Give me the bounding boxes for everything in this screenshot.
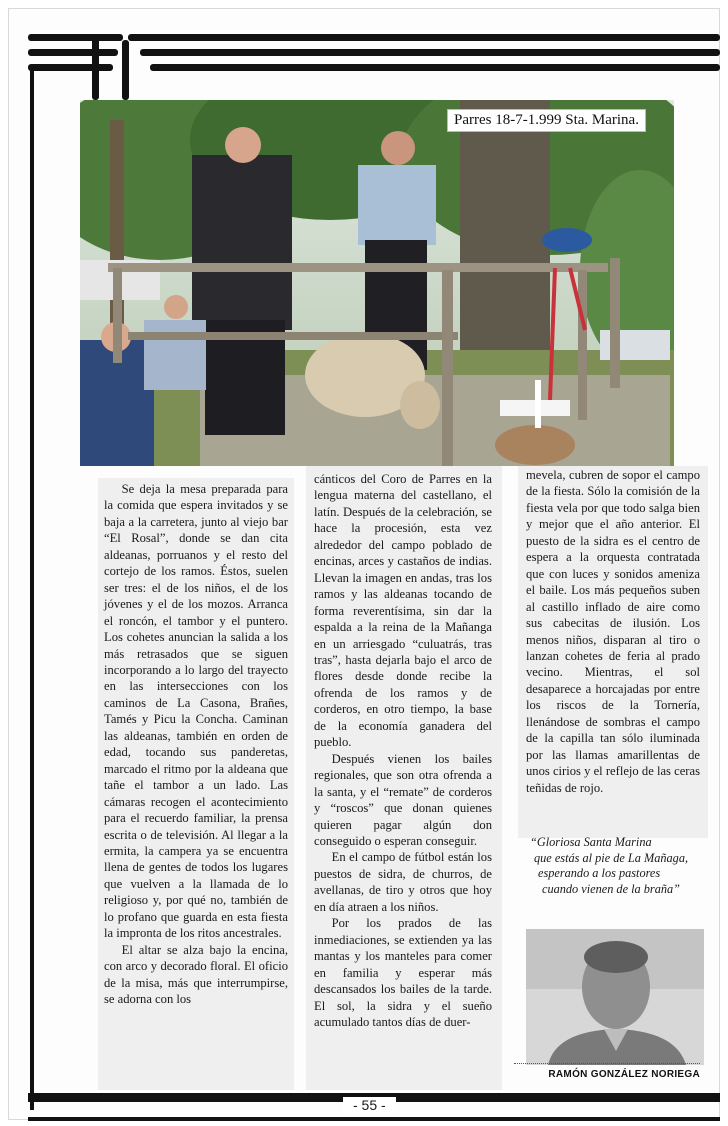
left-rule <box>30 70 34 1110</box>
quote-line: esperando a los pastores <box>538 866 661 880</box>
author-divider <box>514 1063 700 1064</box>
main-photo <box>80 100 674 466</box>
author-photo <box>526 929 704 1065</box>
article-paragraph: Después vienen los bailes regionales, que son otra ofrenda a la santa, y el “remate” de corderos y “roscos” que donan quienes quieren pagar algún don conseguido o esperan conseguir. <box>314 751 492 848</box>
photo-caption: Parres 18-7-1.999 Sta. Marina. <box>447 109 646 132</box>
quote-line: cuando vienen de la braña” <box>542 881 680 896</box>
article-paragraph: Se deja la mesa preparada para la comida que espera invitados y se baja a la carretera, junto al viejo bar “El Rosal”, donde se dan cita aldeanas, porruanos y el resto del cortejo de los ramos. Éstos, suelen ser tres: el de los niños, el de los jóvenes y el de los mozos. Arranca el roncón, el tambor y el puntero. Los cohetes anuncian la salida a los más retrasados que se siguen incorporando a lo largo del trayecto en las intersecciones con los caminos de La Casona, Brañes, Tamés y Picu la Concha. Caminan las aldeanas, también en orden de edad, tocando sus panderetas, marcado el ritmo por la aldeana que tañe el tambor a un lado. Las cámaras recogen el acontecimiento para el recuerdo familiar, la prensa escrita o de televisión. Al llegar a la ermita, la campera ya se encuentra llena de gentes de todos los lugares que vuelven a la llamada de lo religioso y, por qué no, también de lo profano que guarda en esta fiesta la impronta de los ritos ancestrales. <box>104 482 288 941</box>
article-column-2 <box>314 471 492 1030</box>
footer-bar-thin <box>28 1117 720 1121</box>
article-column-3 <box>526 467 700 796</box>
quote-line: “Gloriosa Santa Marina <box>530 835 652 849</box>
article-paragraph: El altar se alza bajo la encina, con arco y decorado floral. El oficio de la misa, más que interrumpirse, se adorna con los <box>104 942 288 1007</box>
quote-line: que estás al pie de La Mañaga, <box>534 850 689 865</box>
author-name: RAMÓN GONZÁLEZ NORIEGA <box>548 1069 700 1080</box>
article-paragraph: Por los prados de las inmediaciones, se extienden ya las mantas y los manteles para comer en familia y esperar más descansados los bailes de la tarde. El sol, la sidra y el sueño acumulado tantos días de duer- <box>314 916 492 1029</box>
article-paragraph: cánticos del Coro de Parres en la lengua materna del castellano, el latín. Después de la celebración, se hace la procesión, esta vez alrededor del campo poblado de encinas, arces y castaños de indias. Llevan la imagen en andas, tras los ramos y las aldeanas tocando de forma reverentísima, sin dar la espalda a la reina de la Mañanga en un arriesgado “culuatrás, tras tras”, hasta dejarla bajo el arco de flores desde donde recibe la ofrenda de los ramos y de corderos, en otro tiempo, la base de la economía ganadera del pueblo. <box>314 472 492 750</box>
article-column-1 <box>104 481 288 1008</box>
page-number: - 55 - <box>343 1097 396 1113</box>
pull-quote <box>530 835 710 897</box>
article-paragraph: En el campo de fútbol están los puestos de sidra, de churros, de avellanas, de tiro y otros que hoy en día atraen a los niños. <box>314 850 492 914</box>
article-paragraph: mevela, cubren de sopor el campo de la fiesta. Sólo la comisión de la fiesta vela por que todo salga bien y mejor que el año anterior. El puesto de la sidra es el centro de espera a la orquesta contratada que con luces y sonidos ameniza el baile. Los más pequeños suben al castillo inflado de aire como sus cabecitas de ilusión. Los menos niños, disparan al tiro o lanzan cohetes de feria al prado vecino. Mientras, el sol desaparece a horcajadas por entre los riscos de la Tornería, llenándose de sombras el campo de la capilla tan sólo iluminada por las llamas amarillentas de unos cirios y el reflejo de las ceras teñidas de rojo. <box>526 468 700 795</box>
